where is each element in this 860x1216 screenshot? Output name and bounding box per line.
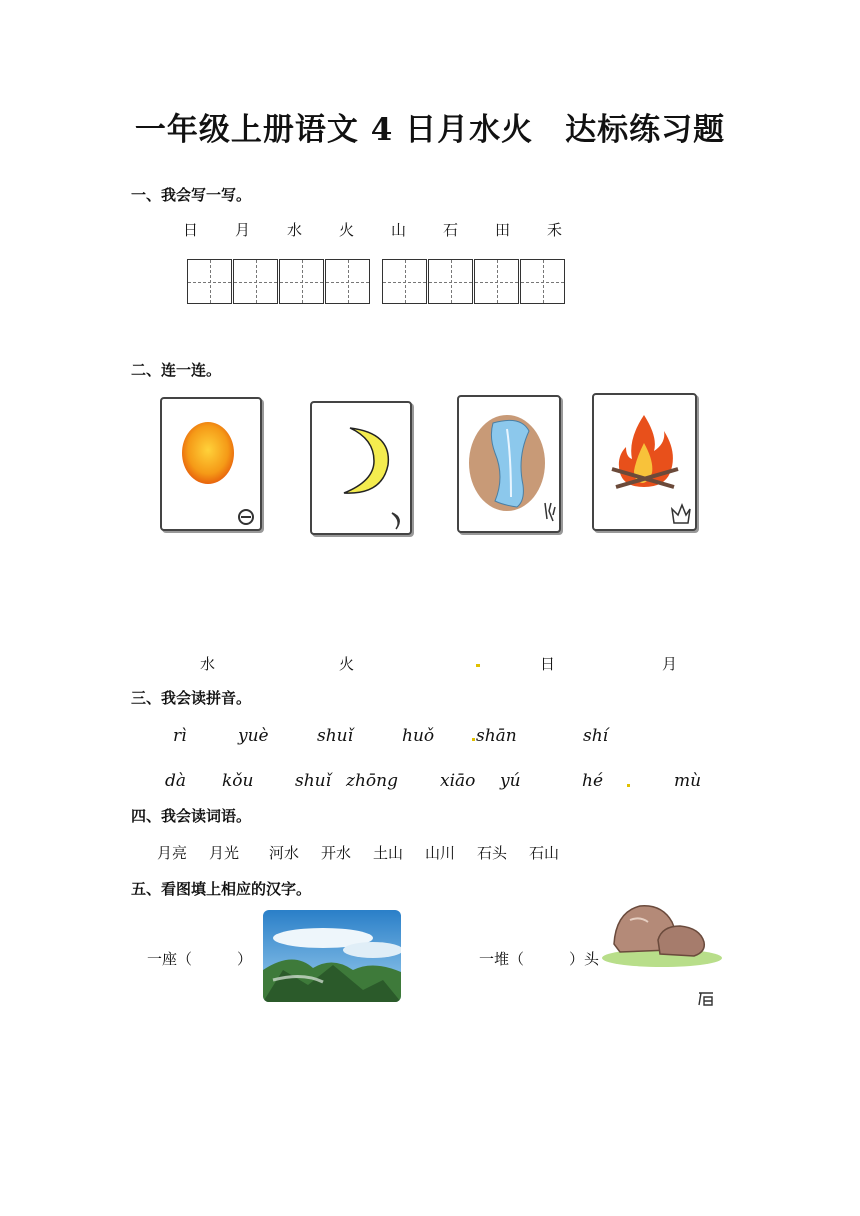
match-word-3: 日: [540, 655, 556, 673]
match-word-4: 月: [662, 655, 678, 673]
match-word-1: 水: [200, 655, 216, 673]
pinyin: shí: [583, 726, 609, 746]
section-2-heading: 二、连一连。: [131, 361, 222, 379]
dot-mark: [627, 784, 630, 787]
word: 月光: [209, 844, 240, 862]
moon-icon: [312, 403, 410, 533]
writing-cell[interactable]: [474, 259, 519, 304]
stone-glyph-icon: [697, 991, 715, 1007]
writing-grid-left: [187, 259, 371, 305]
pinyin: kǒu: [222, 771, 254, 791]
dot-mark: [472, 738, 475, 741]
pinyin: shuǐ: [295, 771, 332, 791]
section-4-heading: 四、我会读词语。: [131, 807, 252, 825]
rocks-illustration: [600, 900, 722, 970]
word: 月亮: [157, 844, 188, 862]
moon-card[interactable]: [310, 401, 412, 535]
char-1: 日: [183, 221, 199, 239]
char-6: 石: [443, 221, 459, 239]
dot-mark: [476, 664, 480, 667]
sun-icon: [162, 399, 260, 529]
pinyin: hé: [582, 771, 604, 791]
writing-cell[interactable]: [187, 259, 232, 304]
match-word-2: 火: [339, 655, 355, 673]
pinyin: yuè: [238, 726, 269, 746]
writing-cell[interactable]: [233, 259, 278, 304]
pinyin: huǒ: [402, 726, 435, 746]
pinyin: xiāo: [440, 771, 476, 791]
mountain-icon: [263, 910, 401, 1002]
section-1-heading: 一、我会写一写。: [131, 186, 252, 204]
writing-cell[interactable]: [520, 259, 565, 304]
writing-grid-right: [382, 259, 566, 305]
pinyin: shān: [476, 726, 517, 746]
writing-cell[interactable]: [325, 259, 370, 304]
word: 土山: [373, 844, 404, 862]
char-8: 禾: [547, 221, 563, 239]
fill-item-mountain[interactable]: 一座（ ）: [147, 950, 253, 968]
word: 山川: [425, 844, 456, 862]
char-4: 火: [339, 221, 355, 239]
section-5-heading: 五、看图填上相应的汉字。: [131, 880, 312, 898]
pinyin: rì: [173, 726, 187, 746]
word: 石头: [477, 844, 508, 862]
page-title: 一年级上册语文 4 日月水火 达标练习题: [134, 112, 726, 148]
char-3: 水: [287, 221, 303, 239]
pinyin: yú: [500, 771, 521, 791]
fire-icon: [594, 395, 695, 529]
pinyin: dà: [165, 771, 187, 791]
pinyin: shuǐ: [317, 726, 354, 746]
word: 河水: [269, 844, 300, 862]
char-2: 月: [235, 221, 251, 239]
section-3-heading: 三、我会读拼音。: [131, 689, 252, 707]
writing-cell[interactable]: [382, 259, 427, 304]
word: 开水: [321, 844, 352, 862]
fill-item-stone[interactable]: 一堆（ ）头: [479, 950, 600, 968]
char-5: 山: [391, 221, 407, 239]
char-7: 田: [495, 221, 511, 239]
waterfall-icon: [459, 397, 559, 531]
pinyin: zhōng: [346, 771, 398, 791]
mountain-photo: [263, 910, 401, 1002]
fire-card[interactable]: [592, 393, 697, 531]
writing-cell[interactable]: [279, 259, 324, 304]
rocks-icon: [600, 900, 722, 970]
word: 石山: [529, 844, 560, 862]
waterfall-card[interactable]: [457, 395, 561, 533]
pinyin: mù: [674, 771, 702, 791]
sun-card[interactable]: [160, 397, 262, 531]
writing-cell[interactable]: [428, 259, 473, 304]
